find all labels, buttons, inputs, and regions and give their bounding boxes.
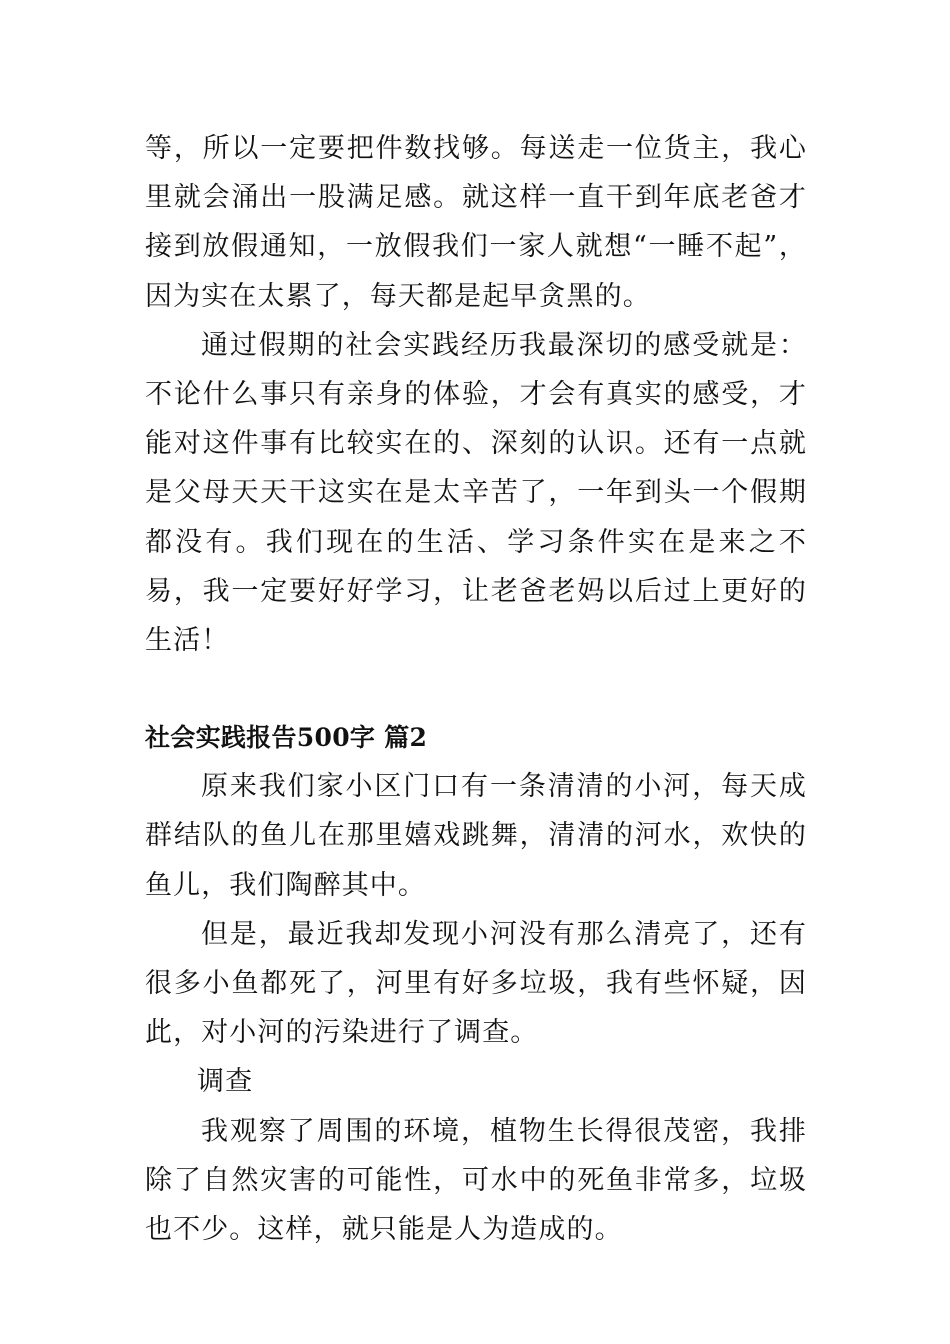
paragraph-observation: 我观察了周围的环境，植物生长得很茂密，我排除了自然灾害的可能性，可水中的死鱼非常多，垃圾也不少。这样，就只能是人为造成的。 xyxy=(145,1115,807,1246)
paragraph-river-intro: 原来我们家小区门口有一条清清的小河，每天成群结队的鱼儿在那里嬉戏跳舞，清清的河水，欢快的鱼儿，我们陶醉其中。 xyxy=(145,771,807,901)
paragraph-reflection: 通过假期的社会实践经历我最深切的感受就是：不论什么事只有亲身的体验，才会有真实的感受，才能对这件事有比较实在的、深刻的认识。还有一点就是父母天天干这实在是太辛苦了，一年到头一个假期都没有。我们现在的生活、学习条件实在是来之不易，我一定要好好学习，让老爸老妈以后过上更好的生活！ xyxy=(145,329,807,657)
subheading-investigation: 调查 xyxy=(197,1066,254,1098)
section-title: 社会实践报告500字 篇2 xyxy=(145,723,428,753)
document-body xyxy=(145,124,807,1254)
paragraph-continuation: 等，所以一定要把件数找够。每送走一位货主，我心里就会涌出一股满足感。就这样一直干到年底老爸才接到放假通知，一放假我们一家人就想“一睡不起”，因为实在太累了，每天都是起早贪黑的。 xyxy=(145,133,807,312)
paragraph-river-pollution: 但是，最近我却发现小河没有那么清亮了，还有很多小鱼都死了，河里有好多垃圾，我有些怀疑，因此，对小河的污染进行了调查。 xyxy=(145,918,807,1049)
